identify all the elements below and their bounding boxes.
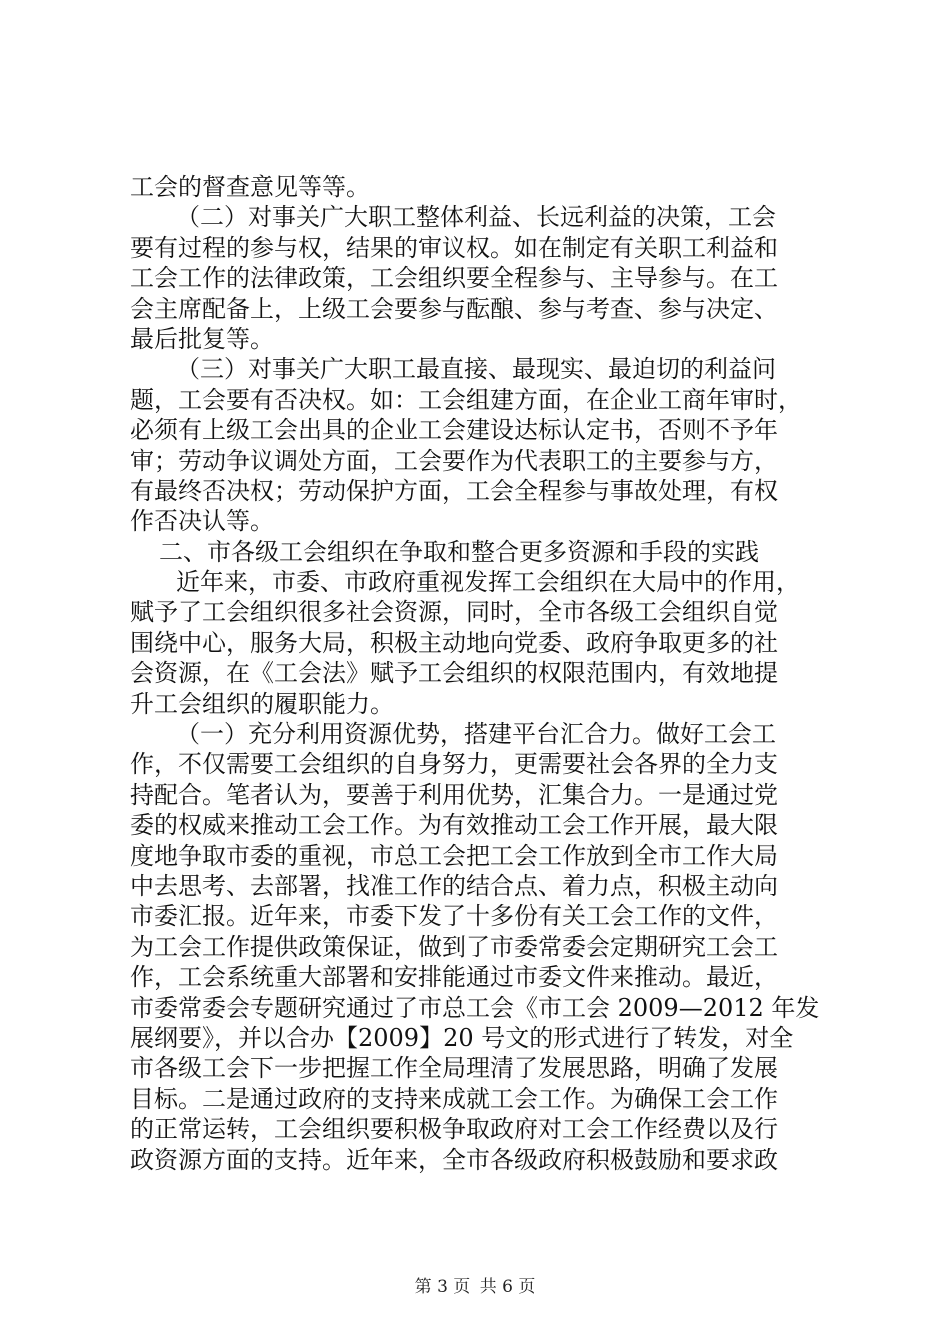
text-line: 最后批复等。 [130,324,274,353]
text-line: 为工会工作提供政策保证，做到了市委常委会定期研究工会工 [130,932,778,961]
text-line: 作否决认等。 [130,507,274,536]
text-line: 度地争取市委的重视，市总工会把工会工作放到全市工作大局 [130,841,778,870]
text-line: 必须有上级工会出具的企业工会建设达标认定书，否则不予年 [130,416,778,445]
text-line: 委的权威来推动工会工作。为有效推动工会工作开展，最大限 [130,811,778,840]
text-line: 审；劳动争议调处方面，工会要作为代表职工的主要参与方， [130,446,778,475]
text-line: 赋予了工会组织很多社会资源，同时，全市各级工会组织自觉 [130,598,778,627]
text-line: 近年来，市委、市政府重视发挥工会组织在大局中的作用， [176,568,800,597]
text-line: 作，不仅需要工会组织的自身努力，更需要社会各界的全力支 [130,750,778,779]
text-line: 有最终否决权；劳动保护方面，工会全程参与事故处理，有权 [130,476,778,505]
text-line: 围绕中心，服务大局，积极主动地向党委、政府争取更多的社 [130,628,778,657]
document-body [130,172,830,1175]
text-line: （三）对事关广大职工最直接、最现实、最迫切的利益问 [176,355,776,384]
text-line: 目标。二是通过政府的支持来成就工会工作。为确保工会工作 [130,1084,778,1113]
text-line: 市委常委会专题研究通过了市总工会《市工会 2009—2012 年发 [130,993,820,1022]
text-line: 工会工作的法律政策，工会组织要全程参与、主导参与。在工 [130,264,778,293]
text-line: 升工会组织的履职能力。 [130,689,394,718]
text-line: （二）对事关广大职工整体利益、长远利益的决策，工会 [176,203,776,232]
page-total: 共 6 页 [479,1277,536,1297]
text-line: 工会的督查意见等等。 [130,173,370,201]
text-line: 市委汇报。近年来，市委下发了十多份有关工会工作的文件， [130,902,778,931]
page-footer [0,1272,950,1297]
text-line: 中去思考、去部署，找准工作的结合点、着力点，积极主动向 [130,871,778,900]
text-line: 作，工会系统重大部署和安排能通过市委文件来推动。最近， [130,963,778,992]
text-line: 市各级工会下一步把握工作全局理清了发展思路，明确了发展 [130,1054,778,1083]
text-line: 会资源，在《工会法》赋予工会组织的权限范围内，有效地提 [130,659,778,688]
text-line: 题，工会要有否决权。如：工会组建方面，在企业工商年审时， [130,385,802,414]
text-line: 的正常运转，工会组织要积极争取政府对工会工作经费以及行 [130,1115,778,1144]
text-line: （一）充分利用资源优势，搭建平台汇合力。做好工会工 [176,720,776,749]
text-line: 政资源方面的支持。近年来，全市各级政府积极鼓励和要求政 [130,1145,778,1174]
text-line: 展纲要》，并以合办【2009】20 号文的形式进行了转发，对全 [130,1023,794,1052]
text-line: 会主席配备上，上级工会要参与酝酿、参与考查、参与决定、 [130,294,778,323]
text-line: 要有过程的参与权，结果的审议权。如在制定有关职工利益和 [130,233,778,262]
text-line: 二、市各级工会组织在争取和整合更多资源和手段的实践 [159,537,759,566]
page-number: 第 3 页 [414,1277,471,1297]
text-line: 持配合。笔者认为，要善于利用优势，汇集合力。一是通过党 [130,780,778,809]
